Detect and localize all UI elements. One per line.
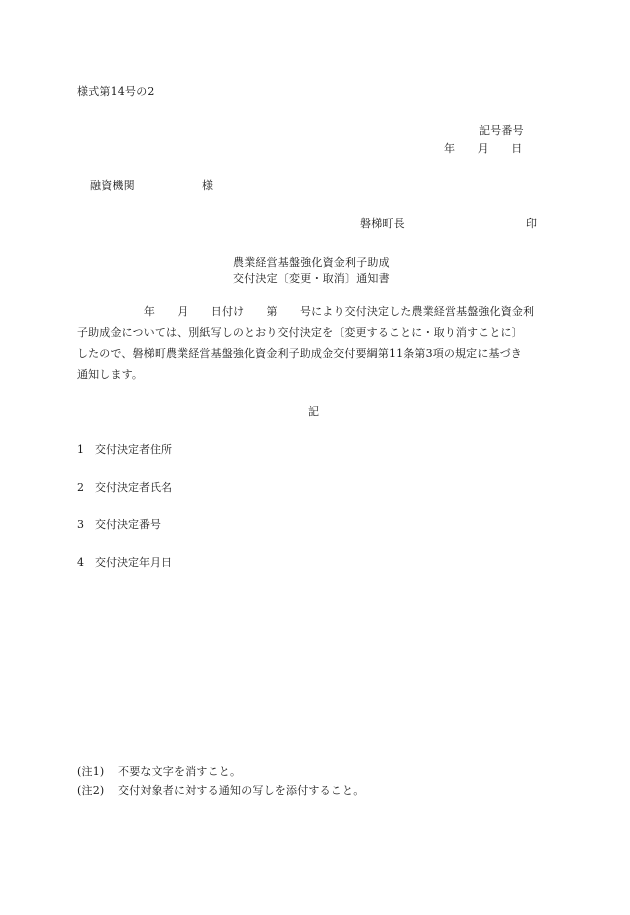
item-number: 2: [77, 481, 84, 494]
item-text: 交付決定者住所: [95, 443, 172, 456]
note-item: [0, 785, 630, 799]
list-item: [0, 519, 630, 533]
date-line: 年 月 日: [444, 142, 523, 155]
title-line-1: 農業経営基盤強化資金利子助成: [233, 256, 390, 269]
body-line-2: 子助成金については、別紙写しのとおり交付決定を〔変更することに・取り消すことに〕: [77, 326, 523, 339]
body-line-4: 通知します。: [77, 368, 144, 381]
note-text: 交付対象者に対する通知の写しを添付すること。: [118, 784, 365, 797]
seal-mark: 印: [526, 217, 538, 230]
note-item: [0, 766, 630, 780]
note-text: 不要な文字を消すこと。: [118, 765, 242, 778]
addressee: 融資機関 様: [90, 179, 214, 192]
item-text: 交付決定番号: [95, 518, 161, 531]
list-item: [0, 557, 630, 571]
form-number: 様式第14号の2: [77, 85, 155, 98]
list-item: [0, 444, 630, 458]
code-number: 記号番号: [479, 124, 524, 137]
title-line-2: 交付決定〔変更・取消〕通知書: [233, 272, 390, 285]
ki-heading: 記: [308, 405, 320, 418]
note-label: (注2): [77, 784, 105, 797]
item-number: 4: [77, 556, 84, 569]
item-text: 交付決定者氏名: [95, 481, 172, 494]
item-number: 3: [77, 518, 84, 531]
item-number: 1: [77, 443, 84, 456]
item-text: 交付決定年月日: [95, 556, 172, 569]
body-line-1: 年 月 日付け 第 号により交付決定した農業経営基盤強化資金利: [77, 305, 535, 318]
list-item: [0, 482, 630, 496]
note-label: (注1): [77, 765, 105, 778]
sender-name: 磐梯町長: [360, 217, 405, 230]
body-line-3: したので、磐梯町農業経営基盤強化資金利子助成金交付要綱第11条第3項の規定に基づき: [77, 347, 522, 360]
